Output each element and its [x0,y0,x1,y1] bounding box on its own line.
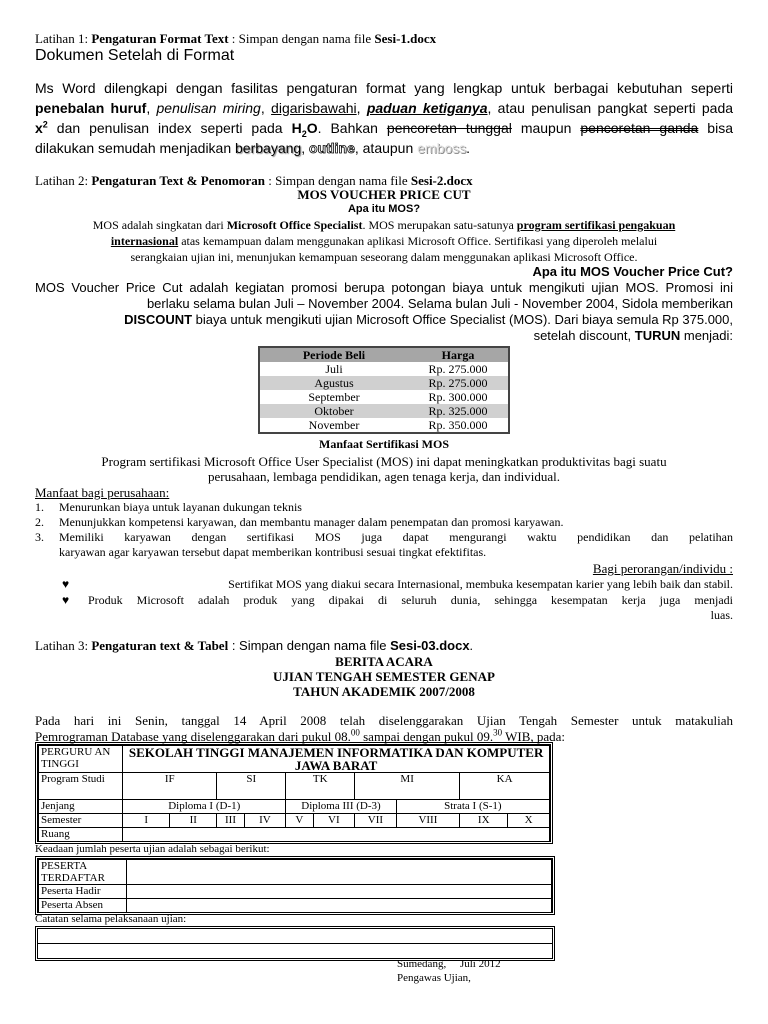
prodi-cell: IF [123,773,217,800]
list-text: Produk Microsoft adalah produk yang dipakai di seluruh dunia, sehingga kesempatan kerja juga menjadi [88,593,733,607]
latihan3-prefix: Latihan 3: [35,638,92,653]
row-harga: Rp. 325.000 [408,404,508,418]
a1-start: MOS adalah singkatan dari [92,218,227,232]
price-table [260,348,508,432]
semester-cell: II [170,814,217,828]
shadow-sample: berbayang [235,140,302,156]
strike-single-sample: pencoretan tunggal [386,120,512,136]
peserta-absen-value [127,899,552,913]
peserta-hadir-label: Peserta Hadir [39,885,127,899]
latihan3-header [35,638,473,654]
l1-comma4: , [301,140,309,156]
row-periode: Juli [325,362,343,376]
peserta-terdaftar-label: PESERTA TERDAFTAR [39,860,127,885]
l1-line2 [35,98,733,118]
list-text: Menunjukkan kompetensi karyawan, dan membantu manager dalam penempatan dan promosi karyawan. [59,515,564,529]
header-periode: Periode Beli [260,348,408,362]
l1-mid6: , ataupun [354,140,418,156]
prodi-row [39,773,550,800]
row-periode: Oktober [260,404,408,418]
semester-cell: VI [313,814,355,828]
signature-block [397,957,501,985]
a1-mid: . MOS merupakan satu-satunya [362,218,517,232]
semester-cell: VII [355,814,397,828]
para2a: Pemrograman Database yang diselenggarakan dari pukul 08. [35,729,351,744]
title-line3: TAHUN AKADEMIK 2007/2008 [293,684,475,699]
list-item [35,530,733,560]
answer-2 [35,280,733,344]
latihan1-paragraph [35,78,733,158]
latihan2-prefix: Latihan 2: [35,173,92,188]
berita-acara-title [0,654,768,699]
semester-cell: III [217,814,244,828]
row-periode: September [308,390,360,404]
l1-p3: dilakukan semudah menjadikan [35,140,236,156]
latihan2-file: Sesi-2.docx [410,173,473,188]
ruang-label: Ruang [39,828,123,842]
l1-end: . [466,140,471,156]
a2-line4b: menjadi: [680,328,733,343]
jenjang-cell: Strata I (S-1) [396,800,549,814]
pt-row [39,746,550,773]
manfaat-p2: perusahaan, lembaga pendidikan, agen tenaga kerja, dan individual. [208,469,560,484]
table-row [260,404,508,418]
strike-double-sample: pencoretan ganda [580,120,699,136]
a1-line1 [35,217,733,233]
title-line1: BERITA ACARA [335,654,433,669]
ruang-row [39,828,550,842]
outline-sample: outline [308,140,355,156]
prodi-cell: KA [460,773,550,800]
para2b: sampai dengan pukul 09. [359,729,494,744]
catatan-box [35,926,555,961]
pt-label: PERGURU AN TINGGI [39,746,123,773]
superscript-value: 2 [42,119,48,130]
peserta-hadir-value [127,885,552,899]
latihan3-file: Sesi-03.docx [390,638,470,653]
peserta-table-frame [35,856,555,915]
prodi-cell: SI [217,773,286,800]
info-table-frame [35,742,553,844]
underline-sample: digarisbawahi [271,100,357,116]
semester-cell: VIII [396,814,459,828]
catatan-label: Catatan selama pelaksanaan ujian: [35,913,187,925]
row-harga: Rp. 275.000 [428,362,488,376]
a2-line4 [35,328,733,344]
para-line1: Pada hari ini Senin, tanggal 14 April 2008 telah diselenggarakan Ujian Tengah Semester untuk matakuliah [35,713,733,728]
header-harga: Harga [408,348,508,362]
latihan1-prefix: Latihan 1: [35,31,92,46]
superscript-base: x [35,120,43,136]
list-text: Sertifikat MOS yang diakui secara Internasional, membuka kesempatan karier yang lebih baik dan stabil. [228,577,733,591]
heart-bullet-icon: ♥ [62,577,70,591]
l1-comma1: , [146,100,157,116]
a2-line4a: setelah discount, [533,328,635,343]
l1-mid3: . Bahkan [317,120,387,136]
row-periode: Agustus [260,376,408,390]
price-table-header [260,348,508,362]
jenjang-cell: Diploma III (D-3) [286,800,396,814]
list-text-cont: luas. [710,608,733,622]
prodi-cell: MI [355,773,460,800]
peserta-row [39,899,552,913]
l1-after-combo: , atau penulisan pangkat seperti pada [487,100,734,116]
list-item [35,500,733,515]
semester-cell: X [508,814,550,828]
emboss-sample: emboss [417,140,467,156]
list-item [35,515,733,530]
individu-heading: Bagi perorangan/individu : [592,561,733,576]
list-item [62,593,733,623]
info-table [38,745,550,842]
table-row [260,390,508,404]
list-item [62,577,733,592]
a1-emphasis-1: program sertifikasi pengakuan [516,218,676,232]
row-harga: Rp. 300.000 [428,390,488,404]
manfaat-paragraph [35,454,733,484]
a1-line2 [35,233,733,249]
table-row [260,376,508,390]
l1-mid4: maupun [511,120,581,136]
list-number: 2. [35,515,44,529]
latihan2-task: Pengaturan Text & Penomoran [91,173,266,188]
l1-line1 [35,78,733,98]
semester-row [39,814,550,828]
turun-word: TURUN [634,328,681,343]
mos-title: MOS VOUCHER PRICE CUT [297,187,471,202]
manfaat-title: Manfaat Sertifikasi MOS [319,437,449,451]
semester-label: Semester [39,814,123,828]
place-date: Sumedang, Juli 2012 [397,958,501,970]
list-number: 1. [35,500,44,514]
a1-emphasis-2: internasional [110,234,179,248]
manfaat-p1: Program sertifikasi Microsoft Office User Specialist (MOS) ini dapat meningkatkan produktivitas bagi suatu [101,454,667,469]
question-2: Apa itu MOS Voucher Price Cut? [532,264,733,279]
list-text: Menurunkan biaya untuk layanan dukungan teknis [59,500,302,514]
semester-cell: I [123,814,170,828]
table-row [260,362,508,376]
a1-line3: serangkaian ujian ini, menunjukan kemampuan seseorang dalam menggunakan aplikasi Microsoft Office. [130,250,638,264]
l1-p1: Ms Word dilengkapi dengan fasilitas pengaturan format yang lengkap untuk berbagai kebutuhan seperti [35,80,733,96]
latihan1-file: Sesi-1.docx [374,31,437,46]
semester-cell: IX [460,814,508,828]
italic-sample: penulisan miring [156,100,261,116]
latihan2-mid: : Simpan dengan nama file [265,173,411,188]
peserta-row [39,885,552,899]
peserta-terdaftar-value [127,860,552,885]
l1-line4 [35,138,733,158]
peserta-table [38,859,552,913]
list-text-wrap [88,593,733,623]
l1-comma3: , [356,100,367,116]
list-text: Memiliki karyawan dengan sertifikasi MOS juga dapat mengurangi waktu pendidikan dan pelatihan [59,530,733,544]
para-sup1: 00 [350,727,360,738]
pengawas-label: Pengawas Ujian, [397,972,471,984]
prodi-cell: TK [286,773,355,800]
individu-list [62,577,733,623]
subscript-base: H [291,120,302,136]
jenjang-label: Jenjang [39,800,123,814]
semester-cell: V [286,814,313,828]
keadaan-label: Keadaan jumlah peserta ujian adalah sebagai berikut: [35,843,270,855]
table-row [260,418,508,432]
a2-line3 [35,312,733,328]
l1-line3 [35,118,733,138]
perusahaan-list [35,500,733,560]
question-1: Apa itu MOS? [347,203,421,215]
peserta-absen-label: Peserta Absen [39,899,127,913]
latihan3-end: . [469,638,473,653]
ruang-value [123,828,550,842]
l1-mid2: dan penulisan index seperti pada [47,120,292,136]
latihan1-mid: : Simpan dengan nama file [228,31,375,46]
latihan1-header [35,31,436,47]
jenjang-row [39,800,550,814]
list-text-cont: karyawan agar karyawan tersebut dapat memberikan kontribusi sesuai tingkat efektifitas. [59,545,487,559]
answer-1 [35,217,733,265]
title-line2: UJIAN TENGAH SEMESTER GENAP [273,669,495,684]
list-text-wrap [59,530,733,560]
a2-line1: MOS Voucher Price Cut adalah kegiatan promosi berupa potongan biaya untuk mengikuti ujian MOS. Promosi ini [35,280,733,295]
l1-mid5: bisa [698,120,733,136]
price-table-frame [258,346,510,434]
latihan3-task: Pengaturan text & Tabel [91,638,229,653]
a1-bold: Microsoft Office Specialist [226,218,363,232]
perusahaan-heading: Manfaat bagi perusahaan: [35,485,170,500]
subscript-value: 2 [301,128,307,139]
peserta-row [39,860,552,885]
discount-word: DISCOUNT [124,312,193,327]
row-harga: Rp. 350.000 [428,418,488,432]
subscript-tail: O [306,120,318,136]
a1-rest: atas kemampuan dalam menggunakan aplikasi Microsoft Office. Sertifikasi yang diperoleh melalui [178,234,658,248]
bold-sample: penebalan huruf [35,100,147,116]
para-sup2: 30 [493,727,503,738]
row-periode: November [308,418,360,432]
berita-paragraph [35,713,733,745]
latihan1-heading: Dokumen Setelah di Format [35,47,235,64]
heart-bullet-icon: ♥ [62,593,70,607]
combo-sample: paduan ketiganya [366,100,488,116]
pt-value: SEKOLAH TINGGI MANAJEMEN INFORMATIKA DAN KOMPUTER JAWA BARAT [123,746,550,773]
latihan1-task: Pengaturan Format Text [91,31,229,46]
a2-line2: berlaku selama bulan Juli – November 2004. Selama bulan Juli - November 2004, Sidola memberikan [146,296,733,311]
a2-line3-text: biaya untuk mengikuti ujian Microsoft Office Specialist (MOS). Dari biaya semula Rp 375.000, [192,312,733,327]
list-number: 3. [35,530,44,544]
semester-cell: IV [244,814,286,828]
latihan3-mid: : Simpan dengan nama file [228,638,391,653]
jenjang-cell: Diploma I (D-1) [123,800,286,814]
catatan-line [38,929,552,944]
prodi-label: Program Studi [39,773,123,800]
row-harga: Rp. 275.000 [408,376,508,390]
para2c: WIB, pada: [502,729,566,744]
l1-comma2: , [260,100,272,116]
